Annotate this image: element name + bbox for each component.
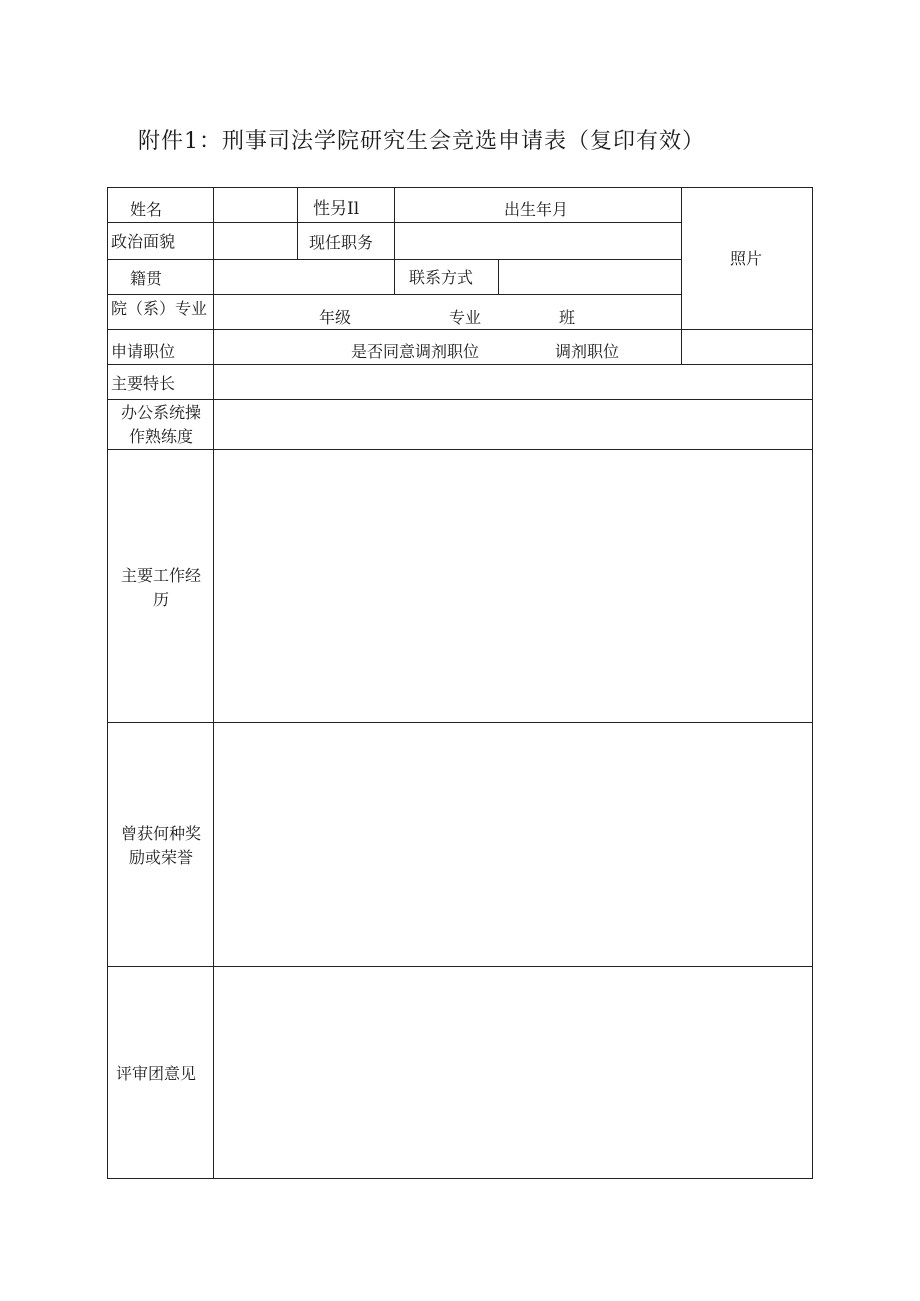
name-label: 姓名 <box>130 200 163 219</box>
col-line-value <box>394 187 395 294</box>
border-right <box>812 187 813 1179</box>
major-label: 专业 <box>449 308 482 327</box>
department-major-cell <box>111 298 211 328</box>
form-title: 附件1：刑事司法学院研究生会竞选申请表（复印有效） <box>138 129 705 154</box>
work-experience-label-line-2: 历 <box>152 590 169 609</box>
department-major-label: 院（系）专业 <box>111 299 208 318</box>
awards-label <box>111 822 211 870</box>
adjust-post-label: 调剂职位 <box>555 342 620 361</box>
application-form-table <box>107 187 813 1179</box>
contact-label: 联系方式 <box>409 268 474 287</box>
work-experience-label-line-1: 主要工作经 <box>120 566 201 585</box>
office-skill-label-line-2: 作熟练度 <box>128 427 193 446</box>
photo-label: 照片 <box>730 249 763 268</box>
politics-label: 政治面貌 <box>111 232 176 251</box>
gender-label: 性另Il <box>313 199 360 219</box>
label-column-line <box>213 187 214 1179</box>
col-line-gender <box>297 187 298 259</box>
office-skill-label-line-1: 办公系统操 <box>120 403 201 422</box>
class-label: 班 <box>559 308 576 327</box>
awards-label-line-2: 励或荣誉 <box>128 848 193 867</box>
office-skill-label <box>111 401 211 449</box>
col-line-photo <box>681 187 682 364</box>
current-post-label: 现任职务 <box>309 233 374 252</box>
birth-label: 出生年月 <box>504 200 569 219</box>
row-line-3 <box>107 294 682 295</box>
specialty-label: 主要特长 <box>111 374 176 393</box>
agree-adjust-label: 是否同意调剂职位 <box>351 342 480 361</box>
native-place-label: 籍贯 <box>130 269 163 288</box>
border-left <box>107 187 108 1179</box>
review-label: 评审团意见 <box>116 1064 197 1083</box>
grade-label: 年级 <box>319 308 352 327</box>
applied-post-label: 申请职位 <box>111 342 176 361</box>
work-experience-label <box>111 564 211 612</box>
awards-label-line-1: 曾获何种奖 <box>120 824 201 843</box>
col-line-contact <box>498 259 499 294</box>
